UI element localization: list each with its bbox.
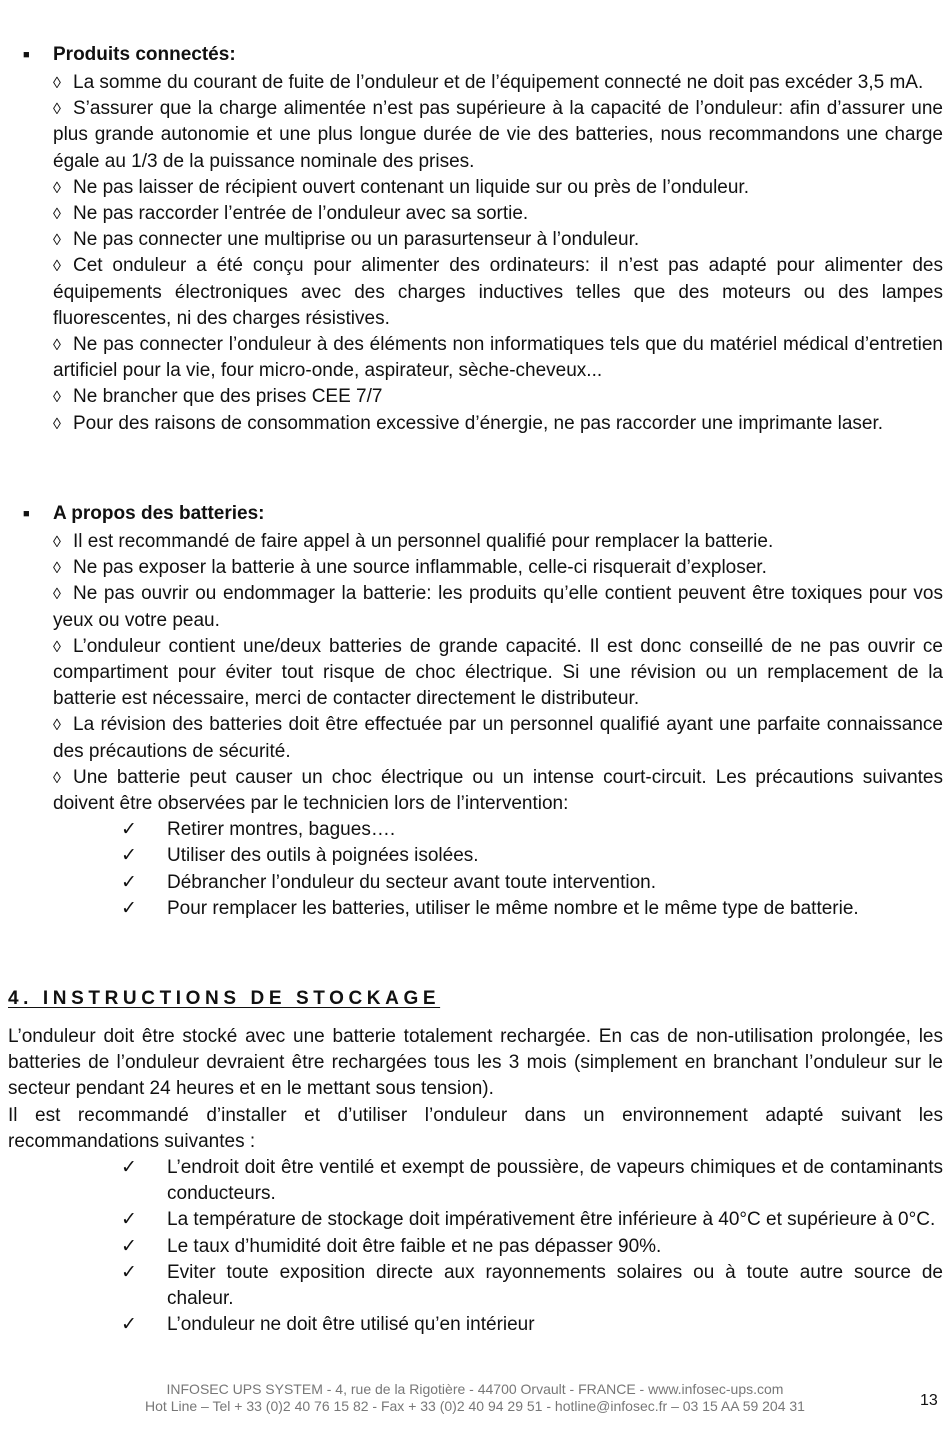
diamond-bullet-icon: ◊ xyxy=(53,415,61,433)
page-number: 13 xyxy=(920,1392,938,1409)
list-item xyxy=(53,581,943,633)
item-text: Ne pas connecter une multiprise ou un parasurtenseur à l’onduleur. xyxy=(73,229,640,251)
item-text: Ne pas raccorder l’entrée de l’onduleur avec sa sortie. xyxy=(73,203,529,225)
page-footer xyxy=(0,1381,950,1415)
item-text: L’onduleur contient une/deux batteries de grande capacité. Il est donc conseillé de ne pas ouvrir ce compartiment pour éviter tout risque de choc électrique. Si une révision ou un remplacement de la batterie est nécessaire, merci de contacter directement le distributeur. xyxy=(53,635,943,710)
item-text: Ne pas ouvrir ou endommager la batterie: les produits qu’elle contient peuvent être toxiques pour vos yeux ou votre peau. xyxy=(53,583,943,631)
check-icon: ✓ xyxy=(121,845,137,867)
square-bullet-icon: ■ xyxy=(23,508,30,520)
list-item xyxy=(53,96,943,175)
diamond-bullet-icon: ◊ xyxy=(53,75,61,92)
diamond-bullet-icon: ◊ xyxy=(53,586,61,604)
section-batteries xyxy=(23,501,943,922)
section-title: Produits connectés: xyxy=(53,44,236,65)
check-icon: ✓ xyxy=(121,1235,137,1257)
check-icon: ✓ xyxy=(121,897,137,919)
check-text: La température de stockage doit impérativement être inférieure à 40°C et supérieure à 0°C. xyxy=(167,1209,936,1231)
item-text: Ne pas exposer la batterie à une source inflammable, celle-ci risquerait d’exploser. xyxy=(73,557,767,579)
check-text: Utiliser des outils à poignées isolées. xyxy=(167,845,479,867)
section-connected-products xyxy=(23,42,943,437)
list-item xyxy=(53,253,943,332)
diamond-bullet-icon: ◊ xyxy=(53,638,61,656)
storage-paragraph-2: Il est recommandé d’installer et d’utiliser l’onduleur dans un environnement adapté suivant les recommandations suivantes : xyxy=(8,1105,943,1153)
list-item xyxy=(53,201,943,227)
check-icon: ✓ xyxy=(121,1314,137,1336)
section-heading xyxy=(23,42,943,70)
item-text: Une batterie peut causer un choc électrique ou un intense court-circuit. Les précautions suivantes doivent être observées par le technicien lors de l’intervention: xyxy=(53,766,943,815)
item-text: La somme du courant de fuite de l’onduleur et de l’équipement connecté ne doit pas excéder 3,5 mA. xyxy=(73,72,924,93)
check-text: Débrancher l’onduleur du secteur avant toute intervention. xyxy=(167,871,657,893)
list-item xyxy=(53,70,943,96)
checklist-item xyxy=(121,843,943,869)
diamond-bullet-icon: ◊ xyxy=(53,717,61,735)
diamond-bullet-icon: ◊ xyxy=(53,232,61,250)
section-heading xyxy=(23,501,943,529)
storage-paragraph-1: L’onduleur doit être stocké avec une batterie totalement rechargée. En cas de non-utilisation prolongée, les batteries de l’onduleur devraient être rechargées tous les 3 mois (simplement en branchant l’onduleur sur le secteur pendant 24 heures et en le mettant sous tension). xyxy=(8,1026,943,1100)
check-icon: ✓ xyxy=(121,1209,137,1231)
check-text: Eviter toute exposition directe aux rayonnements solaires ou à toute autre source de chaleur. xyxy=(167,1261,943,1310)
checklist-item xyxy=(121,896,943,922)
footer-contact: Hot Line – Tel + 33 (0)2 40 76 15 82 - Fax + 33 (0)2 40 94 29 51 - hotline@infosec.fr – 03 15 AA 59 204 31 xyxy=(145,1398,805,1414)
item-text: Ne brancher que des prises CEE 7/7 xyxy=(73,386,383,408)
check-text: L’endroit doit être ventilé et exempt de poussière, de vapeurs chimiques et de contaminants conducteurs. xyxy=(167,1157,943,1205)
square-bullet-icon: ■ xyxy=(23,49,30,61)
diamond-bullet-icon: ◊ xyxy=(53,206,61,224)
footer-address: INFOSEC UPS SYSTEM - 4, rue de la Rigotière - 44700 Orvault - FRANCE - www.infosec-ups.com xyxy=(166,1381,784,1397)
list-item xyxy=(53,175,943,201)
list-item xyxy=(53,765,943,817)
checklist-item xyxy=(121,1260,943,1312)
item-list xyxy=(53,529,943,817)
check-text: Le taux d’humidité doit être faible et ne pas dépasser 90%. xyxy=(167,1235,662,1257)
item-text: Il est recommandé de faire appel à un personnel qualifié pour remplacer la batterie. xyxy=(73,531,774,552)
item-text: S’assurer que la charge alimentée n’est pas supérieure à la capacité de l’onduleur: afin d’assurer une plus grande autonomie et une plus longue durée de vie des batteries, nous recommandons une charge égale au 1/3 de la puissance nominale des prises. xyxy=(53,98,943,172)
diamond-bullet-icon: ◊ xyxy=(53,560,61,578)
item-text: Ne pas laisser de récipient ouvert contenant un liquide sur ou près de l’onduleur. xyxy=(73,176,749,198)
checklist xyxy=(121,817,943,922)
list-item xyxy=(53,227,943,253)
list-item xyxy=(53,529,943,555)
diamond-bullet-icon: ◊ xyxy=(53,101,61,119)
list-item xyxy=(53,332,943,384)
diamond-bullet-icon: ◊ xyxy=(53,769,61,787)
list-item xyxy=(53,384,943,410)
item-text: La révision des batteries doit être effectuée par un personnel qualifié ayant une parfaite connaissance des précautions de sécurité. xyxy=(53,714,943,762)
list-item xyxy=(53,411,943,437)
checklist-item xyxy=(121,1155,943,1207)
diamond-bullet-icon: ◊ xyxy=(53,258,61,276)
storage-checklist-section xyxy=(23,1155,943,1338)
check-text: Pour remplacer les batteries, utiliser le même nombre et le même type de batterie. xyxy=(167,897,859,919)
item-list xyxy=(53,70,943,437)
section-heading-storage: 4. INSTRUCTIONS DE STOCKAGE xyxy=(8,988,441,1009)
check-text: Retirer montres, bagues…. xyxy=(167,819,396,841)
list-item xyxy=(53,555,943,581)
checklist-item xyxy=(121,870,943,896)
checklist-item xyxy=(121,817,943,843)
diamond-bullet-icon: ◊ xyxy=(53,389,61,407)
check-icon: ✓ xyxy=(121,871,137,893)
check-icon: ✓ xyxy=(121,1157,137,1178)
diamond-bullet-icon: ◊ xyxy=(53,337,61,355)
checklist-item xyxy=(121,1207,943,1233)
list-item xyxy=(53,634,943,713)
check-icon: ✓ xyxy=(121,1261,137,1283)
check-icon: ✓ xyxy=(121,819,137,841)
diamond-bullet-icon: ◊ xyxy=(53,534,61,551)
section-title: A propos des batteries: xyxy=(53,503,265,524)
item-text: Pour des raisons de consommation excessive d’énergie, ne pas raccorder une imprimante laser. xyxy=(73,412,884,434)
item-text: Ne pas connecter l’onduleur à des éléments non informatiques tels que du matériel médical d’entretien artificiel pour la vie, four micro-onde, aspirateur, sèche-cheveux... xyxy=(53,334,943,382)
checklist-item xyxy=(121,1234,943,1260)
list-item xyxy=(53,712,943,764)
diamond-bullet-icon: ◊ xyxy=(53,179,61,197)
check-text: L’onduleur ne doit être utilisé qu’en intérieur xyxy=(167,1314,535,1336)
checklist-item xyxy=(121,1312,943,1338)
checklist xyxy=(121,1155,943,1338)
item-text: Cet onduleur a été conçu pour alimenter des ordinateurs: il n’est pas adapté pour alimenter des équipements électroniques avec des charges inductives telles que des moteurs ou des lampes fluorescentes, ni des charges résistives. xyxy=(53,255,943,329)
